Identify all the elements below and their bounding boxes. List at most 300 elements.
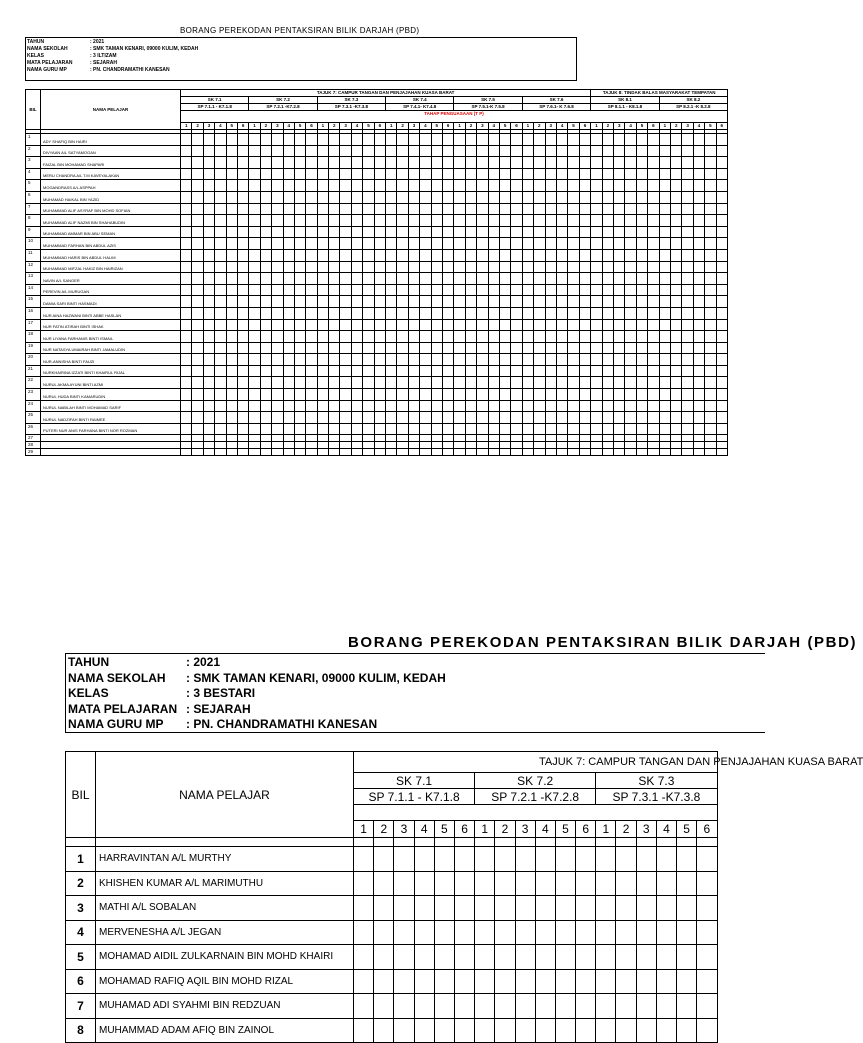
score-cell[interactable] xyxy=(454,389,465,401)
score-cell[interactable] xyxy=(568,238,579,250)
score-cell[interactable] xyxy=(454,400,465,412)
score-cell[interactable] xyxy=(475,1018,495,1043)
score-cell[interactable] xyxy=(363,342,374,354)
score-cell[interactable] xyxy=(602,412,613,424)
score-cell[interactable] xyxy=(648,134,659,146)
score-cell[interactable] xyxy=(716,249,727,261)
score-cell[interactable] xyxy=(535,847,555,872)
score-cell[interactable] xyxy=(522,180,533,192)
score-cell[interactable] xyxy=(556,389,567,401)
score-cell[interactable] xyxy=(374,180,385,192)
score-cell[interactable] xyxy=(614,168,625,180)
score-cell[interactable] xyxy=(351,365,362,377)
score-cell[interactable] xyxy=(693,238,704,250)
score-cell[interactable] xyxy=(351,157,362,169)
score-cell[interactable] xyxy=(488,284,499,296)
score-cell[interactable] xyxy=(677,969,697,994)
score-cell[interactable] xyxy=(545,423,556,435)
score-cell[interactable] xyxy=(181,331,192,343)
score-cell[interactable] xyxy=(625,365,636,377)
score-cell[interactable] xyxy=(716,180,727,192)
score-cell[interactable] xyxy=(534,249,545,261)
score-cell[interactable] xyxy=(329,400,340,412)
score-cell[interactable] xyxy=(511,203,522,215)
score-cell[interactable] xyxy=(705,296,716,308)
score-cell[interactable] xyxy=(397,157,408,169)
score-cell[interactable] xyxy=(249,400,260,412)
score-cell[interactable] xyxy=(414,969,434,994)
score-cell[interactable] xyxy=(329,273,340,285)
score-cell[interactable] xyxy=(488,273,499,285)
score-cell[interactable] xyxy=(682,191,693,203)
score-cell[interactable] xyxy=(181,284,192,296)
score-cell[interactable] xyxy=(499,238,510,250)
score-cell[interactable] xyxy=(408,249,419,261)
score-cell[interactable] xyxy=(648,203,659,215)
score-cell[interactable] xyxy=(534,412,545,424)
score-cell[interactable] xyxy=(306,191,317,203)
score-cell[interactable] xyxy=(226,238,237,250)
score-cell[interactable] xyxy=(294,449,305,456)
score-cell[interactable] xyxy=(522,365,533,377)
score-cell[interactable] xyxy=(602,389,613,401)
score-cell[interactable] xyxy=(203,134,214,146)
score-cell[interactable] xyxy=(226,331,237,343)
score-cell[interactable] xyxy=(408,377,419,389)
score-cell[interactable] xyxy=(181,157,192,169)
score-cell[interactable] xyxy=(477,377,488,389)
score-cell[interactable] xyxy=(386,449,397,456)
score-cell[interactable] xyxy=(260,134,271,146)
score-cell[interactable] xyxy=(475,920,495,945)
score-cell[interactable] xyxy=(682,249,693,261)
score-cell[interactable] xyxy=(693,435,704,442)
score-cell[interactable] xyxy=(237,365,248,377)
score-cell[interactable] xyxy=(249,412,260,424)
score-cell[interactable] xyxy=(340,249,351,261)
score-cell[interactable] xyxy=(636,400,647,412)
score-cell[interactable] xyxy=(545,435,556,442)
score-cell[interactable] xyxy=(671,331,682,343)
score-cell[interactable] xyxy=(192,226,203,238)
score-cell[interactable] xyxy=(226,423,237,435)
score-cell[interactable] xyxy=(556,284,567,296)
score-cell[interactable] xyxy=(465,354,476,366)
score-cell[interactable] xyxy=(363,377,374,389)
score-cell[interactable] xyxy=(522,449,533,456)
score-cell[interactable] xyxy=(260,307,271,319)
score-cell[interactable] xyxy=(545,331,556,343)
score-cell[interactable] xyxy=(408,400,419,412)
score-cell[interactable] xyxy=(499,307,510,319)
score-cell[interactable] xyxy=(693,134,704,146)
score-cell[interactable] xyxy=(625,412,636,424)
score-cell[interactable] xyxy=(477,191,488,203)
score-cell[interactable] xyxy=(408,319,419,331)
score-cell[interactable] xyxy=(705,412,716,424)
score-cell[interactable] xyxy=(192,157,203,169)
score-cell[interactable] xyxy=(431,191,442,203)
score-cell[interactable] xyxy=(294,273,305,285)
score-cell[interactable] xyxy=(682,412,693,424)
score-cell[interactable] xyxy=(671,273,682,285)
score-cell[interactable] xyxy=(648,296,659,308)
score-cell[interactable] xyxy=(386,319,397,331)
score-cell[interactable] xyxy=(579,296,591,308)
score-cell[interactable] xyxy=(475,969,495,994)
score-cell[interactable] xyxy=(511,319,522,331)
score-cell[interactable] xyxy=(515,945,535,970)
score-cell[interactable] xyxy=(454,449,465,456)
score-cell[interactable] xyxy=(386,134,397,146)
score-cell[interactable] xyxy=(625,307,636,319)
score-cell[interactable] xyxy=(192,423,203,435)
score-cell[interactable] xyxy=(181,354,192,366)
score-cell[interactable] xyxy=(568,284,579,296)
score-cell[interactable] xyxy=(522,296,533,308)
score-cell[interactable] xyxy=(499,331,510,343)
score-cell[interactable] xyxy=(431,134,442,146)
score-cell[interactable] xyxy=(454,319,465,331)
score-cell[interactable] xyxy=(648,307,659,319)
score-cell[interactable] xyxy=(648,435,659,442)
score-cell[interactable] xyxy=(408,442,419,449)
score-cell[interactable] xyxy=(591,168,602,180)
score-cell[interactable] xyxy=(465,191,476,203)
score-cell[interactable] xyxy=(442,449,453,456)
score-cell[interactable] xyxy=(397,249,408,261)
score-cell[interactable] xyxy=(511,145,522,157)
score-cell[interactable] xyxy=(602,400,613,412)
score-cell[interactable] xyxy=(294,180,305,192)
score-cell[interactable] xyxy=(716,400,727,412)
score-cell[interactable] xyxy=(465,389,476,401)
score-cell[interactable] xyxy=(705,354,716,366)
score-cell[interactable] xyxy=(693,389,704,401)
score-cell[interactable] xyxy=(374,435,385,442)
score-cell[interactable] xyxy=(477,273,488,285)
score-cell[interactable] xyxy=(192,215,203,227)
score-cell[interactable] xyxy=(420,203,431,215)
score-cell[interactable] xyxy=(534,273,545,285)
score-cell[interactable] xyxy=(596,896,616,921)
score-cell[interactable] xyxy=(697,871,717,896)
score-cell[interactable] xyxy=(495,994,515,1019)
score-cell[interactable] xyxy=(354,920,374,945)
score-cell[interactable] xyxy=(614,449,625,456)
score-cell[interactable] xyxy=(215,180,226,192)
score-cell[interactable] xyxy=(317,180,328,192)
score-cell[interactable] xyxy=(306,180,317,192)
score-cell[interactable] xyxy=(495,1018,515,1043)
score-cell[interactable] xyxy=(351,442,362,449)
score-cell[interactable] xyxy=(693,354,704,366)
score-cell[interactable] xyxy=(420,435,431,442)
score-cell[interactable] xyxy=(682,319,693,331)
score-cell[interactable] xyxy=(431,157,442,169)
score-cell[interactable] xyxy=(568,449,579,456)
score-cell[interactable] xyxy=(431,319,442,331)
score-cell[interactable] xyxy=(351,449,362,456)
score-cell[interactable] xyxy=(648,319,659,331)
score-cell[interactable] xyxy=(616,847,636,872)
score-cell[interactable] xyxy=(272,319,283,331)
score-cell[interactable] xyxy=(602,180,613,192)
score-cell[interactable] xyxy=(408,449,419,456)
score-cell[interactable] xyxy=(397,180,408,192)
score-cell[interactable] xyxy=(329,365,340,377)
score-cell[interactable] xyxy=(659,331,670,343)
score-cell[interactable] xyxy=(249,261,260,273)
score-cell[interactable] xyxy=(203,273,214,285)
score-cell[interactable] xyxy=(556,296,567,308)
score-cell[interactable] xyxy=(465,249,476,261)
score-cell[interactable] xyxy=(648,249,659,261)
score-cell[interactable] xyxy=(397,449,408,456)
score-cell[interactable] xyxy=(181,412,192,424)
score-cell[interactable] xyxy=(511,400,522,412)
score-cell[interactable] xyxy=(602,319,613,331)
score-cell[interactable] xyxy=(294,319,305,331)
score-cell[interactable] xyxy=(442,377,453,389)
score-cell[interactable] xyxy=(351,400,362,412)
score-cell[interactable] xyxy=(181,273,192,285)
score-cell[interactable] xyxy=(394,896,414,921)
score-cell[interactable] xyxy=(226,134,237,146)
score-cell[interactable] xyxy=(522,134,533,146)
score-cell[interactable] xyxy=(354,994,374,1019)
score-cell[interactable] xyxy=(454,331,465,343)
score-cell[interactable] xyxy=(648,449,659,456)
score-cell[interactable] xyxy=(408,226,419,238)
score-cell[interactable] xyxy=(477,145,488,157)
score-cell[interactable] xyxy=(716,442,727,449)
score-cell[interactable] xyxy=(317,389,328,401)
score-cell[interactable] xyxy=(488,307,499,319)
score-cell[interactable] xyxy=(555,920,575,945)
score-cell[interactable] xyxy=(260,442,271,449)
score-cell[interactable] xyxy=(477,134,488,146)
score-cell[interactable] xyxy=(499,449,510,456)
score-cell[interactable] xyxy=(659,157,670,169)
score-cell[interactable] xyxy=(614,180,625,192)
score-cell[interactable] xyxy=(283,273,294,285)
score-cell[interactable] xyxy=(226,273,237,285)
score-cell[interactable] xyxy=(283,307,294,319)
score-cell[interactable] xyxy=(203,145,214,157)
score-cell[interactable] xyxy=(420,423,431,435)
score-cell[interactable] xyxy=(522,423,533,435)
score-cell[interactable] xyxy=(237,238,248,250)
score-cell[interactable] xyxy=(488,145,499,157)
score-cell[interactable] xyxy=(602,249,613,261)
score-cell[interactable] xyxy=(716,273,727,285)
score-cell[interactable] xyxy=(340,145,351,157)
score-cell[interactable] xyxy=(260,249,271,261)
score-cell[interactable] xyxy=(397,261,408,273)
score-cell[interactable] xyxy=(659,365,670,377)
score-cell[interactable] xyxy=(671,389,682,401)
score-cell[interactable] xyxy=(306,412,317,424)
score-cell[interactable] xyxy=(659,249,670,261)
score-cell[interactable] xyxy=(614,134,625,146)
score-cell[interactable] xyxy=(329,157,340,169)
score-cell[interactable] xyxy=(340,319,351,331)
score-cell[interactable] xyxy=(475,847,495,872)
score-cell[interactable] xyxy=(306,296,317,308)
score-cell[interactable] xyxy=(596,1018,616,1043)
score-cell[interactable] xyxy=(181,168,192,180)
score-cell[interactable] xyxy=(545,449,556,456)
score-cell[interactable] xyxy=(454,203,465,215)
score-cell[interactable] xyxy=(363,261,374,273)
score-cell[interactable] xyxy=(340,442,351,449)
score-cell[interactable] xyxy=(306,134,317,146)
score-cell[interactable] xyxy=(682,180,693,192)
score-cell[interactable] xyxy=(568,261,579,273)
score-cell[interactable] xyxy=(249,365,260,377)
score-cell[interactable] xyxy=(477,319,488,331)
score-cell[interactable] xyxy=(386,261,397,273)
score-cell[interactable] xyxy=(386,226,397,238)
score-cell[interactable] xyxy=(294,134,305,146)
score-cell[interactable] xyxy=(442,261,453,273)
score-cell[interactable] xyxy=(556,180,567,192)
score-cell[interactable] xyxy=(716,261,727,273)
score-cell[interactable] xyxy=(591,435,602,442)
score-cell[interactable] xyxy=(591,249,602,261)
score-cell[interactable] xyxy=(294,412,305,424)
score-cell[interactable] xyxy=(237,284,248,296)
score-cell[interactable] xyxy=(556,412,567,424)
score-cell[interactable] xyxy=(705,238,716,250)
score-cell[interactable] xyxy=(677,871,697,896)
score-cell[interactable] xyxy=(716,134,727,146)
score-cell[interactable] xyxy=(215,261,226,273)
score-cell[interactable] xyxy=(283,238,294,250)
score-cell[interactable] xyxy=(716,307,727,319)
score-cell[interactable] xyxy=(454,284,465,296)
score-cell[interactable] xyxy=(545,180,556,192)
score-cell[interactable] xyxy=(591,284,602,296)
score-cell[interactable] xyxy=(705,157,716,169)
score-cell[interactable] xyxy=(515,896,535,921)
score-cell[interactable] xyxy=(625,389,636,401)
score-cell[interactable] xyxy=(397,307,408,319)
score-cell[interactable] xyxy=(329,442,340,449)
score-cell[interactable] xyxy=(671,145,682,157)
score-cell[interactable] xyxy=(499,377,510,389)
score-cell[interactable] xyxy=(454,157,465,169)
score-cell[interactable] xyxy=(682,296,693,308)
score-cell[interactable] xyxy=(477,389,488,401)
score-cell[interactable] xyxy=(671,238,682,250)
score-cell[interactable] xyxy=(249,215,260,227)
score-cell[interactable] xyxy=(495,920,515,945)
score-cell[interactable] xyxy=(237,307,248,319)
score-cell[interactable] xyxy=(294,261,305,273)
score-cell[interactable] xyxy=(534,377,545,389)
score-cell[interactable] xyxy=(237,412,248,424)
score-cell[interactable] xyxy=(693,423,704,435)
score-cell[interactable] xyxy=(215,284,226,296)
score-cell[interactable] xyxy=(477,226,488,238)
score-cell[interactable] xyxy=(534,215,545,227)
score-cell[interactable] xyxy=(283,319,294,331)
score-cell[interactable] xyxy=(363,215,374,227)
score-cell[interactable] xyxy=(534,400,545,412)
score-cell[interactable] xyxy=(614,442,625,449)
score-cell[interactable] xyxy=(596,945,616,970)
score-cell[interactable] xyxy=(556,226,567,238)
score-cell[interactable] xyxy=(705,203,716,215)
score-cell[interactable] xyxy=(294,203,305,215)
score-cell[interactable] xyxy=(465,400,476,412)
score-cell[interactable] xyxy=(374,191,385,203)
score-cell[interactable] xyxy=(414,896,434,921)
score-cell[interactable] xyxy=(181,203,192,215)
score-cell[interactable] xyxy=(693,191,704,203)
score-cell[interactable] xyxy=(659,180,670,192)
score-cell[interactable] xyxy=(283,442,294,449)
score-cell[interactable] xyxy=(260,365,271,377)
score-cell[interactable] xyxy=(477,354,488,366)
score-cell[interactable] xyxy=(374,157,385,169)
score-cell[interactable] xyxy=(477,284,488,296)
score-cell[interactable] xyxy=(579,442,591,449)
score-cell[interactable] xyxy=(636,296,647,308)
score-cell[interactable] xyxy=(363,354,374,366)
score-cell[interactable] xyxy=(442,226,453,238)
score-cell[interactable] xyxy=(408,238,419,250)
score-cell[interactable] xyxy=(716,284,727,296)
score-cell[interactable] xyxy=(351,342,362,354)
score-cell[interactable] xyxy=(693,215,704,227)
score-cell[interactable] xyxy=(475,871,495,896)
score-cell[interactable] xyxy=(340,377,351,389)
score-cell[interactable] xyxy=(625,226,636,238)
score-cell[interactable] xyxy=(682,238,693,250)
score-cell[interactable] xyxy=(545,168,556,180)
score-cell[interactable] xyxy=(363,168,374,180)
score-cell[interactable] xyxy=(614,435,625,442)
score-cell[interactable] xyxy=(716,215,727,227)
score-cell[interactable] xyxy=(534,342,545,354)
score-cell[interactable] xyxy=(283,389,294,401)
score-cell[interactable] xyxy=(465,226,476,238)
score-cell[interactable] xyxy=(522,389,533,401)
score-cell[interactable] xyxy=(192,203,203,215)
score-cell[interactable] xyxy=(454,145,465,157)
score-cell[interactable] xyxy=(693,203,704,215)
score-cell[interactable] xyxy=(534,226,545,238)
score-cell[interactable] xyxy=(283,331,294,343)
score-cell[interactable] xyxy=(579,168,591,180)
score-cell[interactable] xyxy=(374,389,385,401)
score-cell[interactable] xyxy=(215,377,226,389)
score-cell[interactable] xyxy=(181,307,192,319)
score-cell[interactable] xyxy=(659,389,670,401)
score-cell[interactable] xyxy=(659,377,670,389)
score-cell[interactable] xyxy=(693,400,704,412)
score-cell[interactable] xyxy=(434,969,454,994)
score-cell[interactable] xyxy=(431,423,442,435)
score-cell[interactable] xyxy=(465,307,476,319)
score-cell[interactable] xyxy=(511,215,522,227)
score-cell[interactable] xyxy=(454,215,465,227)
score-cell[interactable] xyxy=(568,307,579,319)
score-cell[interactable] xyxy=(579,145,591,157)
